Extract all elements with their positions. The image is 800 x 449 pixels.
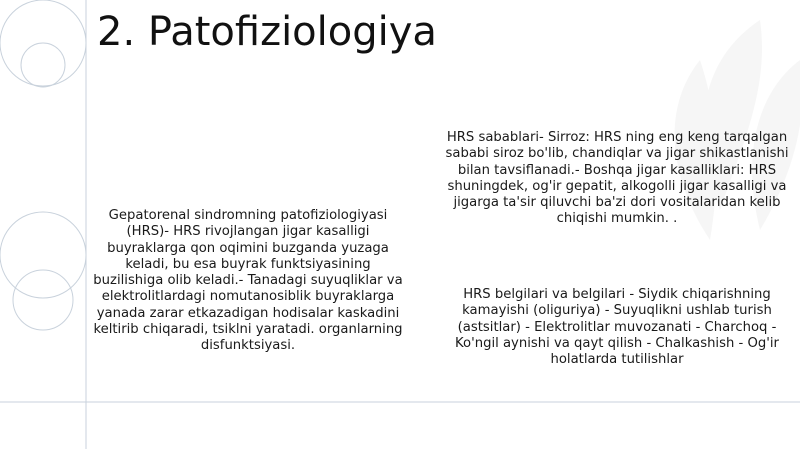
hrs-causes-text: HRS sabablari- Sirroz: HRS ning eng keng tarqalgan sababi siroz bo'lib, chandiqlar va jigar shikastlanishi bilan tavsiflanadi.- Boshqa jigar kasalliklari: HRS shuningdek, og'ir gepatit, alkogolli jigar kasalligi va jigarga ta'sir qiluvchi ba'zi dori vositalaridan kelib chiqishi mumkin. . bbox=[445, 130, 789, 227]
hrs-symptoms-text: HRS belgilari va belgilari - Siydik chiqarishning kamayishi (oliguriya) - Suyuqlikni ushlab turish (astsitlar) - Elektrolitlar muvozanati - Charchoq - Ko'ngil aynishi va qayt qilish - Chalkashish - Og'ir holatlarda tutilishlar bbox=[455, 287, 779, 368]
lower-arc-large bbox=[0, 212, 86, 298]
lower-arc-small bbox=[13, 270, 73, 330]
pathophysiology-text: Gepatorenal sindromning patofiziologiyasi (HRS)- HRS rivojlangan jigar kasalligi buyraklarga qon oqimini buzganda yuzaga keladi, bu esa buyrak funktsiyasining buzilishiga olib keladi.- Tanadagi suyuqliklar va elektrolitlardagi nomutanosiblik buyraklarga yanada zarar etkazadigan hodisalar kaskadini keltirib chiqaradi, tsiklni yaratadi. organlarning disfunktsiyasi. bbox=[93, 208, 403, 354]
top-circle-inner bbox=[21, 43, 65, 87]
slide-title: 2. Patofiziologiya bbox=[97, 9, 437, 55]
